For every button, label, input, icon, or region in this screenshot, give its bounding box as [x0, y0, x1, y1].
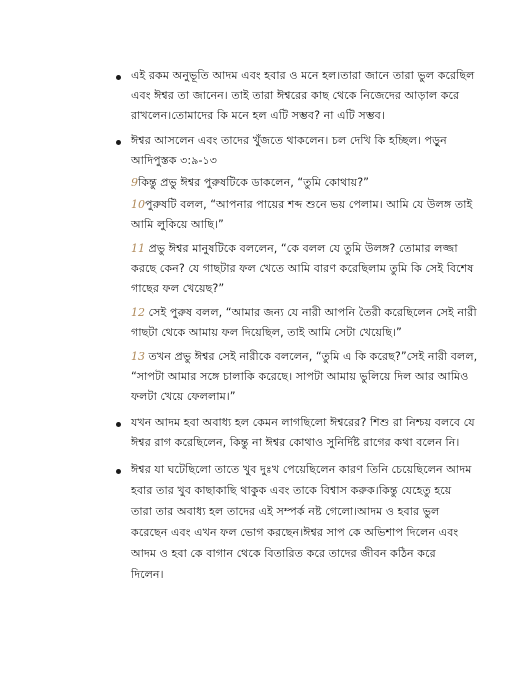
- bullet-point: [116, 422, 121, 427]
- paragraph-3-line-1: যখন আদম হবা অবাধ্য হল কেমন লাগছিলো ঈশ্বরের? শিশু রা নিশ্চয় বলবে যে: [131, 416, 475, 429]
- verse-text: সেই পুরুষ বলল, “আমার জন্য যে নারী আপনি তৈরী করেছিলেন সেই নারী: [145, 306, 477, 319]
- verse-12-line-1: [131, 306, 477, 320]
- paragraph-1-line-2: এবং ঈশ্বর তা জানেন। তাই তারা ঈশ্বরের কাছ থেকে নিজেদের আড়াল করে: [131, 89, 460, 102]
- verse-12-line-2: গাছটা থেকে আমায় ফল দিয়েছিল, তাই আমি সেটা খেয়েছি।”: [131, 326, 402, 339]
- bullet-point: [116, 140, 121, 145]
- verse-number: 12: [131, 306, 145, 319]
- verse-text: পুরুষটি বলল, “আপনার পায়ের শব্দ শুনে ভয় পেলাম। আমি যে উলঙ্গ তাই: [145, 198, 473, 211]
- verse-10-line-2: আমি লুকিয়ে আছি।”: [131, 218, 224, 231]
- verse-number: 11: [131, 242, 145, 255]
- verse-11-line-1: [131, 242, 458, 256]
- verse-number: 9: [131, 176, 138, 189]
- verse-10-line-1: [131, 198, 472, 212]
- bullet-point: [116, 469, 121, 474]
- paragraph-1-line-3: রাখলেন।তোমাদের কি মনে হল এটি সম্ভব? না এটি সম্ভব।: [131, 109, 385, 122]
- verse-13-line-2: “সাপটা আমার সঙ্গে চালাকি করেছে। সাপটা আমায় ভুলিয়ে দিল আর আমিও: [131, 370, 469, 383]
- verse-13-line-3: ফলটা খেয়ে ফেললাম।”: [131, 390, 236, 403]
- verse-text: কিন্তু প্রভু ঈশ্বর পুরুষটিকে ডাকলেন, “তুমি কোথায়?”: [138, 176, 369, 189]
- bullet-point: [116, 75, 121, 80]
- verse-11-line-3: গাছের ফল খেয়েছ?”: [131, 282, 225, 295]
- paragraph-4-line-2: হবার তার খুব কাছাকাছি থাকুক এবং তাকে বিশ্বাস করুক।কিন্তু যেহেতু হয়ে: [131, 484, 452, 497]
- verse-text: প্রভু ঈশ্বর মানুষটিকে বললেন, “কে বলল যে তুমি উলঙ্গ? তোমার লজ্জা: [145, 242, 458, 255]
- paragraph-4-line-3: তারা তার অবাধ্য হল তাদের এই সম্পর্ক নষ্ট গেলো।আদম ও হবার ভুল: [131, 505, 440, 518]
- paragraph-4-line-5: আদম ও হবা কে বাগান থেকে বিতারিত করে তাদের জীবন কঠিন করে: [131, 547, 436, 560]
- paragraph-4-line-4: করেছেন এবং এখন ফল ভোগ করছেন।ঈশ্বর সাপ কে অভিশাপ দিলেন এবং: [131, 526, 459, 539]
- verse-number: 13: [131, 350, 145, 363]
- paragraph-2-line-2: আদিপুস্তক ৩:৯-১৩: [131, 154, 218, 167]
- verse-number: 10: [131, 198, 145, 211]
- verse-13-line-1: [131, 350, 477, 364]
- verse-text: তখন প্রভু ঈশ্বর সেই নারীকে বললেন, “তুমি এ কি করেছ?”সেই নারী বলল,: [145, 350, 478, 363]
- paragraph-4-line-6: দিলেন।: [131, 568, 164, 581]
- verse-11-line-2: করছে কেন? যে গাছটার ফল খেতে আমি বারণ করেছিলাম তুমি কি সেই বিশেষ: [131, 262, 474, 275]
- paragraph-1-line-1: এই রকম অনুভূতি আদম এবং হবার ও মনে হল।তারা জানে তারা ভুল করেছিল: [131, 69, 475, 82]
- paragraph-4-line-1: ঈশ্বর যা ঘটেছিলো তাতে খুব দুঃখ পেয়েছিলেন কারণ তিনি চেয়েছিলেন আদম: [131, 463, 472, 476]
- paragraph-2-line-1: ঈশ্বর আসলেন এবং তাদের খুঁজতে থাকলেন। চল দেখি কি হচ্ছিল। পড়ুন: [131, 134, 447, 147]
- paragraph-3-line-2: ঈশ্বর রাগ করেছিলেন, কিন্তু না ঈশ্বর কোথাও সুনির্দিষ্ট রাগের কথা বলেন নি।: [131, 436, 460, 449]
- verse-9: [131, 176, 369, 190]
